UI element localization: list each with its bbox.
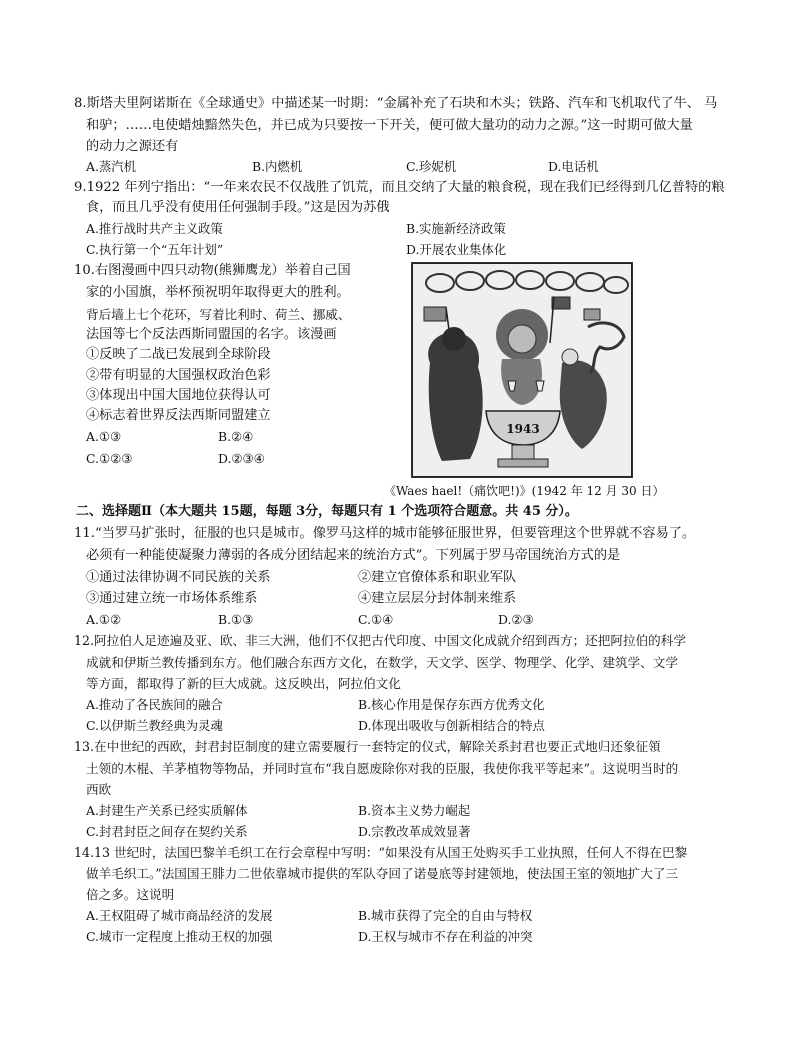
q10-line-4: 法国等七个反法西斯同盟国的名字。该漫画 xyxy=(86,327,337,342)
q10-option-d[interactable]: D.②③④ xyxy=(218,451,265,466)
q13-line-2: 土领的木棍、羊茅植物等物品，并同时宣布“我自愿废除你对我的臣服，我使你我平等起来”。这说明当时的 xyxy=(86,761,679,776)
q8-option-d[interactable]: D.电话机 xyxy=(548,159,599,174)
q10-item-1: ①反映了二战已发展到全球阶段 xyxy=(86,347,271,362)
q8-option-b[interactable]: B.内燃机 xyxy=(252,159,303,174)
q11-item-4: ④建立层层分封体制来维系 xyxy=(358,591,517,606)
q12-line-2: 成就和伊斯兰教传播到东方。他们融合东西方文化，在数学，天文学、医学、物理学、化学、建筑学、文学 xyxy=(86,655,678,670)
q10-item-2: ②带有明显的大国强权政治色彩 xyxy=(86,368,271,383)
cartoon-bowl-label: 1943 xyxy=(506,422,540,436)
q14-line-2: 做羊毛织工。”法国国王腓力二世依靠城市提供的军队夺回了诺曼底等封建领地，使法国王室的领地扩大了三 xyxy=(86,866,679,881)
q10-line-2: 家的小国旗，举杯预祝明年取得更大的胜利。 xyxy=(86,285,350,300)
q12-line-1: 12.阿拉伯人足迹遍及亚、欧、非三大洲，他们不仅把古代印度、中国文化成就介绍到西方；还把阿拉伯的科学 xyxy=(74,633,686,648)
q11-item-1: ①通过法律协调不同民族的关系 xyxy=(86,570,271,585)
q10-item-3: ③体现出中国大国地位获得认可 xyxy=(86,388,271,403)
q12-option-a[interactable]: A.推动了各民族间的融合 xyxy=(86,697,223,712)
q11-option-d[interactable]: D.②③ xyxy=(498,612,534,627)
q8-line-3: 的动力之源还有 xyxy=(86,139,179,154)
q9-line-2: 食，而且几乎没有使用任何强制手段。”这是因为苏俄 xyxy=(86,200,390,215)
q14-line-3: 倍之多。这说明 xyxy=(86,887,175,902)
q13-line-3: 西欧 xyxy=(86,782,112,797)
q13-option-a[interactable]: A.封建生产关系已经实质解体 xyxy=(86,803,248,818)
q10-option-a[interactable]: A.①③ xyxy=(86,429,122,444)
q13-line-1: 13.在中世纪的西欧，封君封臣制度的建立需要履行一套特定的仪式，解除关系封君也要正式地归还象征領 xyxy=(74,739,661,754)
q9-option-a[interactable]: A.推行战时共产主义政策 xyxy=(86,221,223,236)
q8-line-2: 和驴；……电使蜡烛黯然失色，并已成为只要按一下开关，便可做大量功的动力之源。”这一时期可做大量 xyxy=(86,118,693,133)
cartoon-caption: 《Waes hael!（痛饮吧!)》(1942 年 12 月 30 日） xyxy=(384,484,665,498)
q13-option-d[interactable]: D.宗教改革成效显著 xyxy=(358,824,471,839)
q11-option-a[interactable]: A.①② xyxy=(86,612,122,627)
q12-line-3: 等方面，都取得了新的巨大成就。这反映出，阿拉伯文化 xyxy=(86,676,401,691)
q10-option-c[interactable]: C.①②③ xyxy=(86,451,133,466)
q8-option-c[interactable]: C.珍妮机 xyxy=(406,159,457,174)
q14-line-1: 14.13 世纪时，法国巴黎羊毛织工在行会章程中写明：“如果没有从国王处购买手工业执照，任何人不得在巴黎 xyxy=(74,845,688,860)
q12-option-c[interactable]: C.以伊斯兰教经典为灵魂 xyxy=(86,718,223,733)
q11-line-2: 必须有一种能使凝聚力薄弱的各成分团结起来的统治方式”。下列属于罗马帝国统治方式的是 xyxy=(86,548,621,563)
q10-line-1: 10.右图漫画中四只动物(熊狮鹰龙）举着自己国 xyxy=(74,263,351,278)
q8-line-1: 8.斯塔夫里阿诺斯在《全球通史》中描述某一时期：“金属补充了石块和木头；铁路、汽车和飞机取代了牛、 马 xyxy=(74,96,718,111)
q11-item-3: ③通过建立统一市场体系维系 xyxy=(86,591,258,606)
q12-option-b[interactable]: B.核心作用是保存东西方优秀文化 xyxy=(358,697,545,712)
q11-line-1: 11.“当罗马扩张时，征服的也只是城市。像罗马这样的城市能够征服世界，但要管理这个世界就不容易了。 xyxy=(74,526,696,541)
q9-line-1: 9.1922 年列宁指出：“一年来农民不仅战胜了饥荒，而且交纳了大量的粮食税，现在我们已经得到几亿普特的粮 xyxy=(74,180,725,195)
q13-option-b[interactable]: B.资本主义势力崛起 xyxy=(358,803,471,818)
cartoon-image xyxy=(411,262,633,478)
q10-line-3: 背后墙上七个花环，写着比利时、荷兰、挪威、 xyxy=(86,307,351,322)
q14-option-a[interactable]: A.王权阻碍了城市商品经济的发展 xyxy=(86,908,273,923)
q11-item-2: ②建立官僚体系和职业军队 xyxy=(358,570,517,585)
q11-option-c[interactable]: C.①④ xyxy=(358,612,394,627)
q9-option-d[interactable]: D.开展农业集体化 xyxy=(406,242,507,257)
q14-option-b[interactable]: B.城市获得了完全的自由与特权 xyxy=(358,908,533,923)
q11-option-b[interactable]: B.①③ xyxy=(218,612,254,627)
q10-item-4: ④标志着世界反法西斯同盟建立 xyxy=(86,408,271,423)
q14-option-d[interactable]: D.王权与城市不存在利益的冲突 xyxy=(358,929,533,944)
section-header: 二、选择题Ⅱ（本大题共 15题，每题 3分，每题只有 1 个选项符合题意。共 45 分）。 xyxy=(76,504,578,519)
q8-option-a[interactable]: A.蒸汽机 xyxy=(86,159,137,174)
q9-option-c[interactable]: C.执行第一个“五年计划” xyxy=(86,242,224,257)
q14-option-c[interactable]: C.城市一定程度上推动王权的加强 xyxy=(86,929,273,944)
q13-option-c[interactable]: C.封君封臣之间存在契约关系 xyxy=(86,824,248,839)
q10-option-b[interactable]: B.②④ xyxy=(218,429,254,444)
q12-option-d[interactable]: D.体现出吸收与创新相结合的特点 xyxy=(358,718,545,733)
q9-option-b[interactable]: B.实施新经济政策 xyxy=(406,221,506,236)
cartoon-drawing xyxy=(412,263,632,477)
